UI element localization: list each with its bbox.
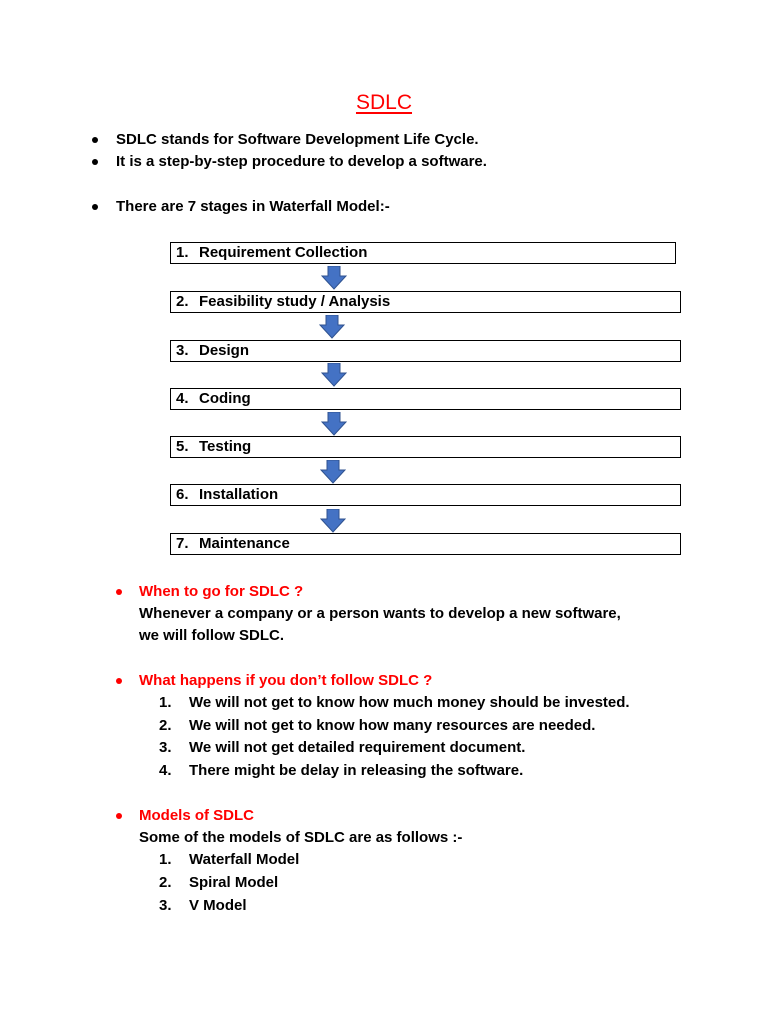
list-item (159, 692, 630, 714)
down-arrow-icon (320, 460, 346, 484)
list-item (159, 895, 247, 917)
when-body-line-1: Whenever a company or a person wants to develop a new software, (139, 605, 621, 622)
list-item (159, 849, 299, 871)
list-text: Spiral Model (189, 874, 279, 891)
stage-label: Maintenance (199, 535, 290, 552)
list-text: We will not get to know how many resources are needed. (189, 717, 596, 734)
stage-box-1 (170, 242, 676, 264)
down-arrow-icon (321, 266, 347, 290)
list-item (159, 872, 278, 894)
bullet-dot (92, 204, 98, 210)
list-text: Waterfall Model (189, 851, 300, 868)
intro-line-2: It is a step-by-step procedure to develop a software. (116, 153, 487, 170)
stage-number: 4. (176, 390, 189, 407)
stage-box-2 (170, 291, 681, 313)
intro-line-1: SDLC stands for Software Development Life Cycle. (116, 131, 479, 148)
list-item (159, 715, 595, 737)
down-arrow-icon (321, 363, 347, 387)
list-number: 4. (159, 762, 172, 779)
stage-number: 3. (176, 342, 189, 359)
stage-number: 2. (176, 293, 189, 310)
down-arrow-icon (321, 412, 347, 436)
bullet-dot (116, 589, 122, 595)
stage-number: 1. (176, 244, 189, 261)
stage-box-3 (170, 340, 681, 362)
list-text: We will not get to know how much money should be invested. (189, 694, 630, 711)
stage-label: Coding (199, 390, 251, 407)
stage-number: 5. (176, 438, 189, 455)
list-number: 1. (159, 694, 172, 711)
stage-label: Feasibility study / Analysis (199, 293, 391, 310)
list-number: 3. (159, 739, 172, 756)
list-number: 1. (159, 851, 172, 868)
bullet-dot (116, 813, 122, 819)
stage-label: Installation (199, 486, 279, 503)
models-heading: Models of SDLC (139, 807, 254, 824)
bullet-dot (92, 159, 98, 165)
stage-number: 6. (176, 486, 189, 503)
down-arrow-icon (320, 509, 346, 533)
stage-box-7 (170, 533, 681, 555)
stage-label: Design (199, 342, 250, 359)
stage-label: Testing (199, 438, 252, 455)
when-heading: When to go for SDLC ? (139, 583, 304, 600)
list-item (159, 760, 523, 782)
page-title: SDLC (355, 91, 413, 114)
stage-box-5 (170, 436, 681, 458)
stages-intro: There are 7 stages in Waterfall Model:- (116, 198, 390, 215)
what-happens-heading: What happens if you don’t follow SDLC ? (139, 672, 433, 689)
list-number: 2. (159, 717, 172, 734)
stage-box-6 (170, 484, 681, 506)
down-arrow-icon (319, 315, 345, 339)
when-body-line-2: we will follow SDLC. (139, 627, 285, 644)
list-number: 3. (159, 897, 172, 914)
stage-box-4 (170, 388, 681, 410)
bullet-dot (92, 137, 98, 143)
list-text: There might be delay in releasing the software. (189, 762, 524, 779)
stage-label: Requirement Collection (199, 244, 368, 261)
models-intro: Some of the models of SDLC are as follows :- (139, 829, 463, 846)
bullet-dot (116, 678, 122, 684)
list-number: 2. (159, 874, 172, 891)
list-text: V Model (189, 897, 247, 914)
stage-number: 7. (176, 535, 189, 552)
list-item (159, 737, 525, 759)
list-text: We will not get detailed requirement document. (189, 739, 526, 756)
